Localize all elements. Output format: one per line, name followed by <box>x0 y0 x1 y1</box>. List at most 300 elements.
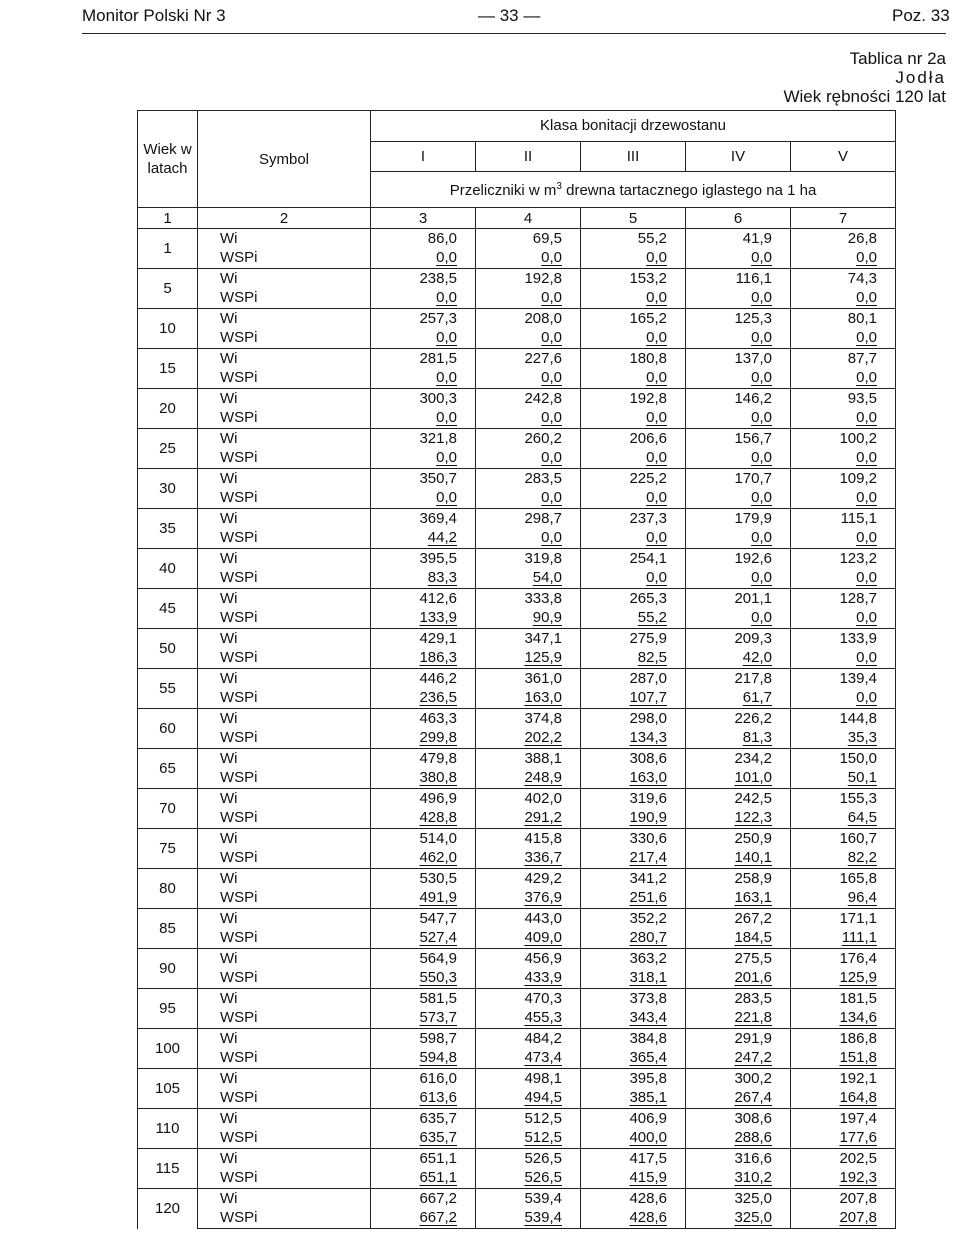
table-row <box>138 669 896 689</box>
symbol-wi: Wi <box>198 589 371 609</box>
table-row <box>138 928 896 949</box>
value-wi-class-1: 350,7 <box>371 469 476 489</box>
value-wspi-class-1: 236,5 <box>371 688 476 709</box>
value-wspi-class-4: 0,0 <box>686 248 791 269</box>
table-row <box>138 368 896 389</box>
header-position: Poz. 33 <box>892 6 950 25</box>
symbol-wi: Wi <box>198 989 371 1009</box>
value-wi-class-5: 80,1 <box>791 309 896 329</box>
age-cell: 25 <box>138 429 198 469</box>
table-row <box>138 349 896 369</box>
value-wspi-class-5: 111,1 <box>791 928 896 949</box>
value-wi-class-3: 237,3 <box>581 509 686 529</box>
value-wspi-class-1: 613,6 <box>371 1088 476 1109</box>
symbol-wspi: WSPi <box>198 848 371 869</box>
value-wi-class-2: 208,0 <box>476 309 581 329</box>
symbol-wspi: WSPi <box>198 368 371 389</box>
value-wi-class-1: 635,7 <box>371 1109 476 1129</box>
table-row <box>138 968 896 989</box>
value-wspi-class-4: 0,0 <box>686 608 791 629</box>
symbol-wspi: WSPi <box>198 728 371 749</box>
value-wi-class-3: 55,2 <box>581 229 686 249</box>
value-wspi-class-3: 217,4 <box>581 848 686 869</box>
value-wspi-class-2: 0,0 <box>476 528 581 549</box>
value-wi-class-4: 275,5 <box>686 949 791 969</box>
value-wspi-class-2: 0,0 <box>476 488 581 509</box>
class-group-header: Klasa bonitacji drzewostanu <box>371 111 896 142</box>
value-wi-class-5: 139,4 <box>791 669 896 689</box>
value-wspi-class-2: 494,5 <box>476 1088 581 1109</box>
value-wspi-class-1: 491,9 <box>371 888 476 909</box>
table-row <box>138 989 896 1009</box>
table-row <box>138 688 896 709</box>
value-wspi-class-2: 336,7 <box>476 848 581 869</box>
value-wi-class-3: 330,6 <box>581 829 686 849</box>
subtitle-text-rest: drewna tartacznego iglastego na 1 ha <box>561 181 817 199</box>
symbol-wi: Wi <box>198 789 371 809</box>
value-wi-class-3: 428,6 <box>581 1189 686 1209</box>
value-wi-class-4: 291,9 <box>686 1029 791 1049</box>
value-wi-class-5: 197,4 <box>791 1109 896 1129</box>
value-wspi-class-5: 0,0 <box>791 288 896 309</box>
value-wspi-class-4: 0,0 <box>686 528 791 549</box>
value-wspi-class-1: 0,0 <box>371 448 476 469</box>
value-wspi-class-2: 455,3 <box>476 1008 581 1029</box>
value-wi-class-3: 287,0 <box>581 669 686 689</box>
value-wi-class-5: 144,8 <box>791 709 896 729</box>
value-wspi-class-3: 190,9 <box>581 808 686 829</box>
symbol-wspi: WSPi <box>198 968 371 989</box>
value-wi-class-4: 283,5 <box>686 989 791 1009</box>
value-wi-class-4: 156,7 <box>686 429 791 449</box>
value-wi-class-3: 298,0 <box>581 709 686 729</box>
value-wspi-class-1: 0,0 <box>371 408 476 429</box>
value-wspi-class-1: 380,8 <box>371 768 476 789</box>
value-wi-class-1: 446,2 <box>371 669 476 689</box>
header-rule <box>82 33 946 34</box>
symbol-wi: Wi <box>198 549 371 569</box>
value-wi-class-1: 547,7 <box>371 909 476 929</box>
value-wspi-class-3: 365,4 <box>581 1048 686 1069</box>
header-publication: Monitor Polski Nr 3 <box>82 6 226 25</box>
table-row <box>138 309 896 329</box>
value-wi-class-5: 74,3 <box>791 269 896 289</box>
table-row <box>138 1088 896 1109</box>
value-wi-class-2: 242,8 <box>476 389 581 409</box>
value-wi-class-4: 250,9 <box>686 829 791 849</box>
symbol-wspi: WSPi <box>198 1208 371 1229</box>
value-wspi-class-4: 325,0 <box>686 1208 791 1229</box>
value-wspi-class-5: 0,0 <box>791 248 896 269</box>
value-wi-class-2: 260,2 <box>476 429 581 449</box>
value-wspi-class-4: 0,0 <box>686 328 791 349</box>
value-wi-class-5: 181,5 <box>791 989 896 1009</box>
value-wspi-class-2: 291,2 <box>476 808 581 829</box>
age-cell: 80 <box>138 869 198 909</box>
value-wspi-class-1: 573,7 <box>371 1008 476 1029</box>
table-row <box>138 288 896 309</box>
value-wspi-class-4: 163,1 <box>686 888 791 909</box>
value-wi-class-1: 496,9 <box>371 789 476 809</box>
value-wspi-class-4: 140,1 <box>686 848 791 869</box>
value-wi-class-1: 514,0 <box>371 829 476 849</box>
value-wi-class-3: 417,5 <box>581 1149 686 1169</box>
symbol-wspi: WSPi <box>198 1008 371 1029</box>
value-wspi-class-5: 151,8 <box>791 1048 896 1069</box>
age-cell: 45 <box>138 589 198 629</box>
value-wspi-class-1: 133,9 <box>371 608 476 629</box>
table-row <box>138 629 896 649</box>
value-wi-class-1: 616,0 <box>371 1069 476 1089</box>
age-cell: 70 <box>138 789 198 829</box>
value-wspi-class-2: 163,0 <box>476 688 581 709</box>
value-wspi-class-2: 0,0 <box>476 448 581 469</box>
age-cell: 115 <box>138 1149 198 1189</box>
value-wspi-class-1: 651,1 <box>371 1168 476 1189</box>
value-wi-class-3: 265,3 <box>581 589 686 609</box>
value-wi-class-5: 109,2 <box>791 469 896 489</box>
value-wi-class-3: 406,9 <box>581 1109 686 1129</box>
value-wspi-class-4: 0,0 <box>686 288 791 309</box>
column-number-6: 6 <box>686 208 791 229</box>
table-row <box>138 808 896 829</box>
value-wi-class-1: 429,1 <box>371 629 476 649</box>
value-wspi-class-4: 288,6 <box>686 1128 791 1149</box>
value-wspi-class-5: 50,1 <box>791 768 896 789</box>
value-wspi-class-5: 0,0 <box>791 608 896 629</box>
age-cell: 1 <box>138 229 198 269</box>
value-wi-class-2: 298,7 <box>476 509 581 529</box>
value-wi-class-4: 300,2 <box>686 1069 791 1089</box>
value-wspi-class-3: 0,0 <box>581 328 686 349</box>
value-wspi-class-3: 343,4 <box>581 1008 686 1029</box>
value-wi-class-2: 456,9 <box>476 949 581 969</box>
symbol-wi: Wi <box>198 669 371 689</box>
conversion-table <box>137 110 896 1229</box>
value-wspi-class-2: 433,9 <box>476 968 581 989</box>
value-wspi-class-4: 201,6 <box>686 968 791 989</box>
value-wi-class-4: 170,7 <box>686 469 791 489</box>
age-cell: 30 <box>138 469 198 509</box>
value-wi-class-5: 123,2 <box>791 549 896 569</box>
table-row <box>138 248 896 269</box>
symbol-wi: Wi <box>198 429 371 449</box>
value-wspi-class-5: 0,0 <box>791 408 896 429</box>
value-wspi-class-5: 192,3 <box>791 1168 896 1189</box>
value-wi-class-3: 395,8 <box>581 1069 686 1089</box>
value-wi-class-3: 165,2 <box>581 309 686 329</box>
age-cell: 85 <box>138 909 198 949</box>
value-wi-class-2: 484,2 <box>476 1029 581 1049</box>
value-wspi-class-2: 0,0 <box>476 328 581 349</box>
value-wspi-class-4: 61,7 <box>686 688 791 709</box>
table-row <box>138 1008 896 1029</box>
value-wi-class-5: 192,1 <box>791 1069 896 1089</box>
table-row <box>138 888 896 909</box>
symbol-wi: Wi <box>198 469 371 489</box>
table-row <box>138 509 896 529</box>
symbol-wspi: WSPi <box>198 808 371 829</box>
value-wspi-class-2: 125,9 <box>476 648 581 669</box>
value-wi-class-3: 206,6 <box>581 429 686 449</box>
symbol-wspi: WSPi <box>198 1088 371 1109</box>
table-row <box>138 709 896 729</box>
value-wspi-class-5: 207,8 <box>791 1208 896 1229</box>
value-wspi-class-3: 82,5 <box>581 648 686 669</box>
value-wi-class-3: 308,6 <box>581 749 686 769</box>
age-column-header: Wiek w latach <box>138 111 198 208</box>
value-wspi-class-2: 248,9 <box>476 768 581 789</box>
table-row <box>138 1069 896 1089</box>
symbol-wspi: WSPi <box>198 288 371 309</box>
class-header-5: V <box>791 141 896 172</box>
value-wi-class-4: 308,6 <box>686 1109 791 1129</box>
symbol-column-header: Symbol <box>198 111 371 208</box>
value-wi-class-4: 242,5 <box>686 789 791 809</box>
table-row <box>138 429 896 449</box>
value-wi-class-4: 116,1 <box>686 269 791 289</box>
value-wi-class-1: 86,0 <box>371 229 476 249</box>
value-wspi-class-3: 0,0 <box>581 568 686 589</box>
table-row <box>138 448 896 469</box>
value-wi-class-3: 341,2 <box>581 869 686 889</box>
class-header-1: I <box>371 141 476 172</box>
value-wspi-class-4: 122,3 <box>686 808 791 829</box>
age-cell: 90 <box>138 949 198 989</box>
value-wspi-class-5: 134,6 <box>791 1008 896 1029</box>
symbol-wi: Wi <box>198 349 371 369</box>
value-wspi-class-3: 163,0 <box>581 768 686 789</box>
value-wspi-class-4: 0,0 <box>686 488 791 509</box>
value-wspi-class-2: 473,4 <box>476 1048 581 1069</box>
table-rotation-age: Wiek rębności 120 lat <box>783 87 946 106</box>
value-wspi-class-4: 247,2 <box>686 1048 791 1069</box>
value-wspi-class-4: 0,0 <box>686 368 791 389</box>
symbol-wspi: WSPi <box>198 408 371 429</box>
value-wspi-class-1: 83,3 <box>371 568 476 589</box>
value-wi-class-3: 373,8 <box>581 989 686 1009</box>
value-wi-class-2: 69,5 <box>476 229 581 249</box>
value-wi-class-4: 217,8 <box>686 669 791 689</box>
table-row <box>138 1109 896 1129</box>
symbol-wi: Wi <box>198 869 371 889</box>
column-number-2: 2 <box>198 208 371 229</box>
symbol-wi: Wi <box>198 309 371 329</box>
symbol-wi: Wi <box>198 229 371 249</box>
value-wspi-class-3: 0,0 <box>581 408 686 429</box>
value-wspi-class-3: 107,7 <box>581 688 686 709</box>
value-wi-class-1: 369,4 <box>371 509 476 529</box>
value-wi-class-3: 384,8 <box>581 1029 686 1049</box>
value-wi-class-3: 363,2 <box>581 949 686 969</box>
value-wspi-class-4: 42,0 <box>686 648 791 669</box>
table-row <box>138 1208 896 1229</box>
table-row <box>138 869 896 889</box>
value-wspi-class-5: 0,0 <box>791 368 896 389</box>
value-wi-class-4: 267,2 <box>686 909 791 929</box>
column-number-1: 1 <box>138 208 198 229</box>
age-cell: 120 <box>138 1189 198 1229</box>
symbol-wi: Wi <box>198 749 371 769</box>
value-wspi-class-1: 428,8 <box>371 808 476 829</box>
value-wi-class-2: 443,0 <box>476 909 581 929</box>
table-row <box>138 469 896 489</box>
value-wi-class-5: 87,7 <box>791 349 896 369</box>
age-cell: 20 <box>138 389 198 429</box>
value-wspi-class-2: 0,0 <box>476 288 581 309</box>
symbol-wspi: WSPi <box>198 888 371 909</box>
age-cell: 40 <box>138 549 198 589</box>
symbol-wspi: WSPi <box>198 1168 371 1189</box>
value-wi-class-5: 155,3 <box>791 789 896 809</box>
symbol-wspi: WSPi <box>198 448 371 469</box>
value-wspi-class-3: 251,6 <box>581 888 686 909</box>
value-wi-class-4: 179,9 <box>686 509 791 529</box>
table-row <box>138 909 896 929</box>
value-wspi-class-5: 0,0 <box>791 568 896 589</box>
value-wspi-class-3: 55,2 <box>581 608 686 629</box>
value-wi-class-3: 319,6 <box>581 789 686 809</box>
value-wi-class-1: 395,5 <box>371 549 476 569</box>
subtitle-text: Przeliczniki w m <box>449 181 557 199</box>
age-cell: 15 <box>138 349 198 389</box>
value-wspi-class-1: 594,8 <box>371 1048 476 1069</box>
value-wspi-class-4: 267,4 <box>686 1088 791 1109</box>
value-wspi-class-4: 0,0 <box>686 448 791 469</box>
value-wspi-class-1: 550,3 <box>371 968 476 989</box>
value-wspi-class-2: 409,0 <box>476 928 581 949</box>
table-row <box>138 1189 896 1209</box>
value-wspi-class-2: 376,9 <box>476 888 581 909</box>
value-wi-class-1: 412,6 <box>371 589 476 609</box>
value-wi-class-1: 479,8 <box>371 749 476 769</box>
value-wi-class-4: 234,2 <box>686 749 791 769</box>
value-wi-class-5: 150,0 <box>791 749 896 769</box>
column-number-4: 4 <box>476 208 581 229</box>
value-wi-class-2: 526,5 <box>476 1149 581 1169</box>
value-wi-class-2: 333,8 <box>476 589 581 609</box>
table-row <box>138 328 896 349</box>
value-wspi-class-1: 0,0 <box>371 288 476 309</box>
value-wspi-class-1: 667,2 <box>371 1208 476 1229</box>
value-wi-class-2: 361,0 <box>476 669 581 689</box>
value-wi-class-1: 530,5 <box>371 869 476 889</box>
symbol-wi: Wi <box>198 709 371 729</box>
value-wi-class-4: 226,2 <box>686 709 791 729</box>
table-row <box>138 648 896 669</box>
value-wi-class-4: 146,2 <box>686 389 791 409</box>
table-row <box>138 1029 896 1049</box>
value-wi-class-4: 125,3 <box>686 309 791 329</box>
value-wi-class-5: 128,7 <box>791 589 896 609</box>
value-wspi-class-3: 0,0 <box>581 288 686 309</box>
value-wspi-class-5: 96,4 <box>791 888 896 909</box>
value-wspi-class-2: 539,4 <box>476 1208 581 1229</box>
value-wspi-class-4: 0,0 <box>686 408 791 429</box>
table-row <box>138 528 896 549</box>
class-header-3: III <box>581 141 686 172</box>
value-wspi-class-2: 526,5 <box>476 1168 581 1189</box>
value-wi-class-4: 209,3 <box>686 629 791 649</box>
value-wi-class-2: 402,0 <box>476 789 581 809</box>
value-wspi-class-2: 512,5 <box>476 1128 581 1149</box>
value-wi-class-1: 257,3 <box>371 309 476 329</box>
value-wspi-class-5: 0,0 <box>791 648 896 669</box>
symbol-wi: Wi <box>198 629 371 649</box>
value-wspi-class-3: 318,1 <box>581 968 686 989</box>
value-wi-class-2: 498,1 <box>476 1069 581 1089</box>
table-row <box>138 829 896 849</box>
table-row <box>138 229 896 249</box>
value-wi-class-1: 564,9 <box>371 949 476 969</box>
table-row <box>138 389 896 409</box>
value-wspi-class-5: 125,9 <box>791 968 896 989</box>
value-wi-class-5: 93,5 <box>791 389 896 409</box>
column-number-5: 5 <box>581 208 686 229</box>
value-wi-class-4: 325,0 <box>686 1189 791 1209</box>
value-wspi-class-3: 0,0 <box>581 488 686 509</box>
age-cell: 10 <box>138 309 198 349</box>
value-wi-class-5: 202,5 <box>791 1149 896 1169</box>
value-wspi-class-4: 221,8 <box>686 1008 791 1029</box>
value-wi-class-2: 283,5 <box>476 469 581 489</box>
value-wi-class-2: 388,1 <box>476 749 581 769</box>
symbol-wi: Wi <box>198 1109 371 1129</box>
value-wi-class-3: 225,2 <box>581 469 686 489</box>
table-species: Jodła <box>895 68 946 87</box>
value-wi-class-5: 165,8 <box>791 869 896 889</box>
symbol-wi: Wi <box>198 389 371 409</box>
value-wspi-class-1: 44,2 <box>371 528 476 549</box>
value-wspi-class-1: 0,0 <box>371 488 476 509</box>
table-row <box>138 408 896 429</box>
value-wspi-class-3: 428,6 <box>581 1208 686 1229</box>
value-wspi-class-4: 101,0 <box>686 768 791 789</box>
value-wi-class-1: 281,5 <box>371 349 476 369</box>
value-wspi-class-1: 0,0 <box>371 248 476 269</box>
value-wspi-class-1: 462,0 <box>371 848 476 869</box>
value-wi-class-5: 160,7 <box>791 829 896 849</box>
symbol-wi: Wi <box>198 1149 371 1169</box>
value-wspi-class-1: 527,4 <box>371 928 476 949</box>
age-cell: 110 <box>138 1109 198 1149</box>
symbol-wi: Wi <box>198 1189 371 1209</box>
value-wi-class-5: 133,9 <box>791 629 896 649</box>
value-wi-class-2: 227,6 <box>476 349 581 369</box>
value-wspi-class-2: 54,0 <box>476 568 581 589</box>
value-wi-class-1: 581,5 <box>371 989 476 1009</box>
symbol-wspi: WSPi <box>198 688 371 709</box>
value-wspi-class-2: 0,0 <box>476 408 581 429</box>
table-row <box>138 949 896 969</box>
value-wi-class-4: 316,6 <box>686 1149 791 1169</box>
value-wi-class-1: 667,2 <box>371 1189 476 1209</box>
table-row <box>138 589 896 609</box>
table-row <box>138 1048 896 1069</box>
symbol-wspi: WSPi <box>198 488 371 509</box>
value-wi-class-1: 321,8 <box>371 429 476 449</box>
table-row <box>138 768 896 789</box>
value-wi-class-5: 176,4 <box>791 949 896 969</box>
value-wi-class-3: 180,8 <box>581 349 686 369</box>
value-wspi-class-2: 202,2 <box>476 728 581 749</box>
table-row <box>138 608 896 629</box>
value-wspi-class-5: 0,0 <box>791 328 896 349</box>
table-row <box>138 728 896 749</box>
class-header-2: II <box>476 141 581 172</box>
table-row <box>138 848 896 869</box>
value-wi-class-2: 415,8 <box>476 829 581 849</box>
